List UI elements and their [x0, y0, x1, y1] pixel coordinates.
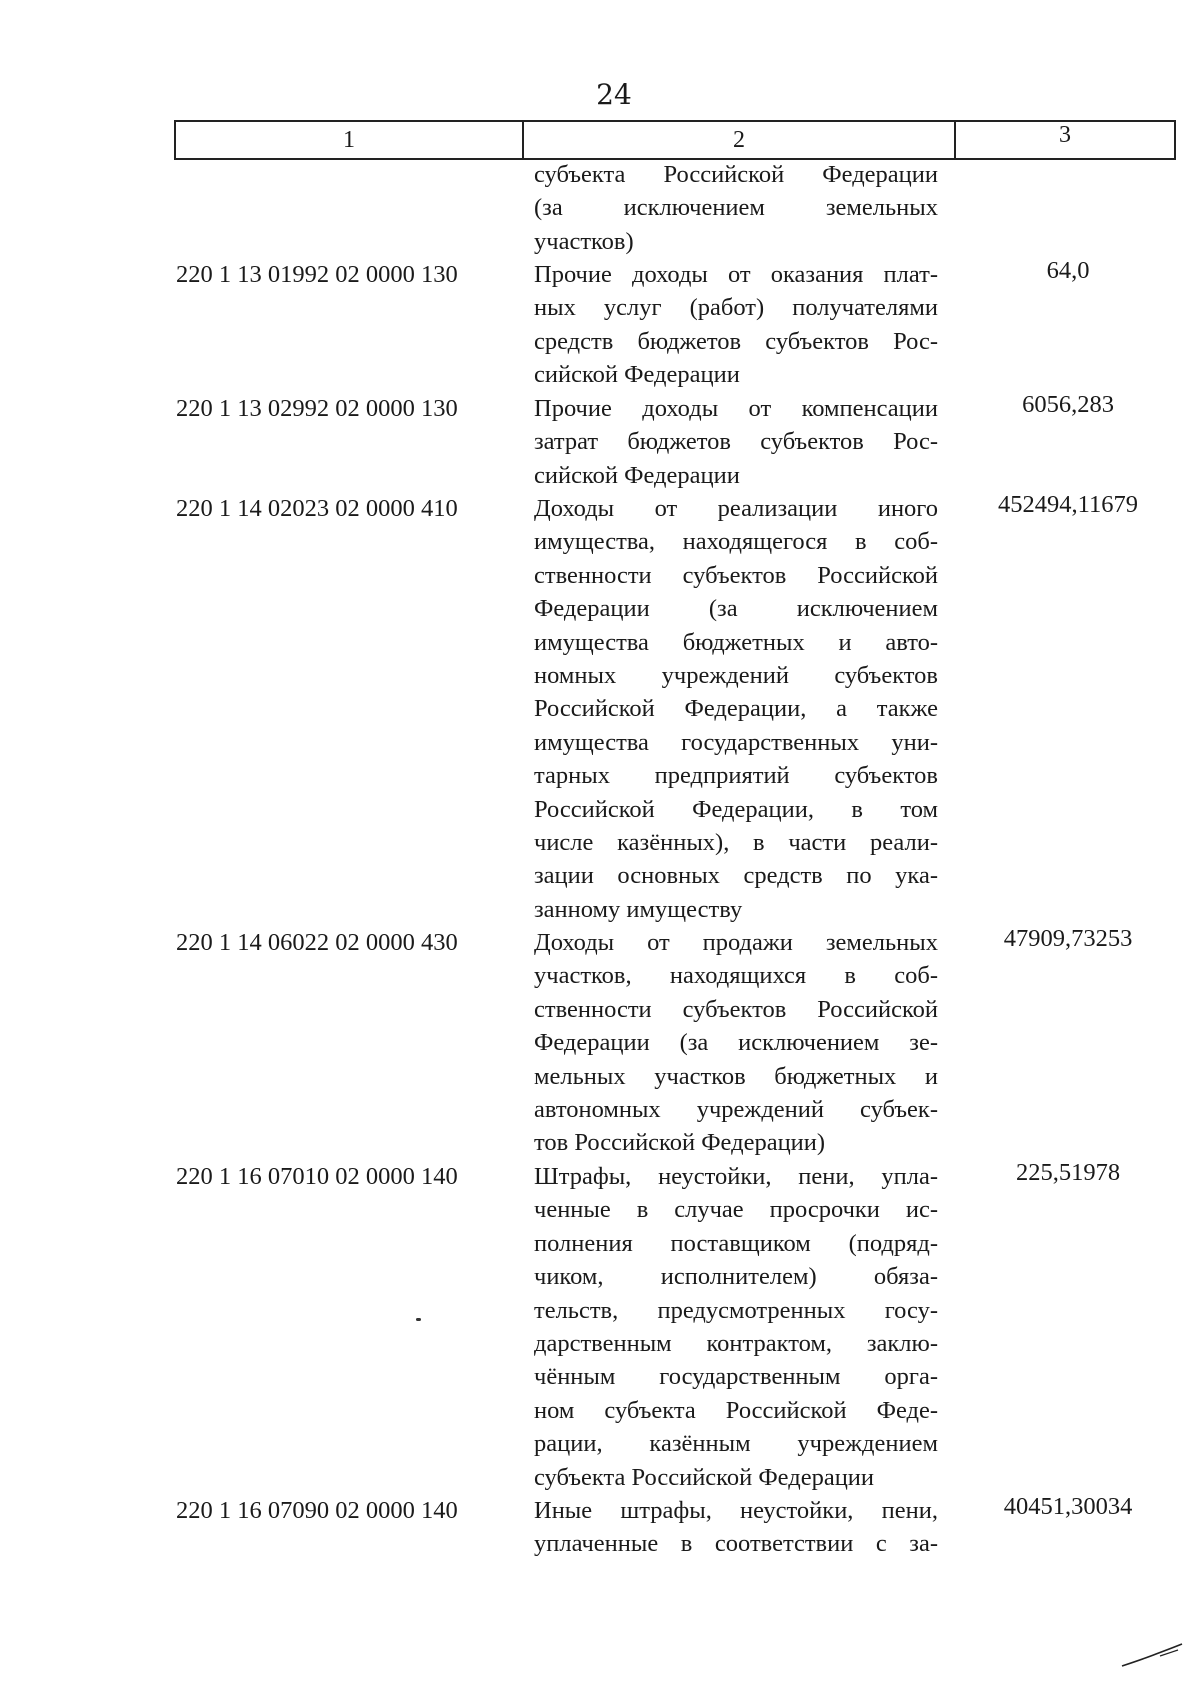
description-line: Прочие доходы от компенсации — [534, 395, 938, 422]
description-line: Федерации (за исключением зе- — [534, 1029, 938, 1057]
description-line: сийской Федерации — [534, 361, 740, 389]
description-line: тельств, предусмотренных госу- — [534, 1296, 938, 1324]
signature-mark — [1120, 1640, 1184, 1670]
description-line: автономных учреждений субъек- — [534, 1096, 938, 1124]
description-line: ном субъекта Российской Феде- — [534, 1396, 938, 1424]
row-code: 220 1 14 06022 02 0000 430 — [176, 929, 458, 956]
header-col-2: 2 — [524, 122, 956, 158]
row-amount: 452494,11679 — [998, 491, 1138, 518]
description-line: имущества государственных уни- — [534, 728, 938, 756]
row-description — [534, 492, 938, 926]
row-code: 220 1 16 07090 02 0000 140 — [176, 1497, 458, 1524]
description-line: Штрафы, неустойки, пени, упла- — [534, 1163, 938, 1190]
row-amount: 225,51978 — [1015, 1159, 1121, 1186]
description-line: субъекта Российской Федерации — [534, 1463, 875, 1491]
page-number: 24 — [596, 78, 632, 111]
row-description — [534, 926, 938, 1160]
description-line: чённым государственным орга- — [534, 1363, 938, 1391]
row-amount: 47909,73253 — [1003, 925, 1133, 952]
description-line: номных учреждений субъектов — [534, 662, 938, 690]
description-line: уплаченные в соответствии с за- — [534, 1530, 938, 1558]
continuation-line: субъекта Российской Федерации — [534, 161, 938, 188]
description-line: Иные штрафы, неустойки, пени, — [534, 1497, 938, 1524]
row-code: 220 1 14 02023 02 0000 410 — [176, 495, 458, 522]
continuation-description — [534, 158, 938, 258]
row-amount: 6056,283 — [1022, 391, 1114, 418]
description-line: ных услуг (работ) получателями — [534, 294, 938, 322]
description-line: Прочие доходы от оказания плат- — [534, 261, 938, 288]
row-description — [534, 1160, 938, 1494]
description-line: имущества бюджетных и авто- — [534, 628, 938, 656]
description-line: затрат бюджетов субъектов Рос- — [534, 428, 938, 456]
description-line: ственности субъектов Российской — [534, 995, 938, 1023]
row-amount: 64,0 — [1046, 257, 1090, 284]
description-line: ственности субъектов Российской — [534, 561, 938, 589]
description-line: рации, казённым учреждением — [534, 1430, 938, 1458]
row-amount: 40451,30034 — [1003, 1493, 1133, 1520]
description-line: Российской Федерации, в том — [534, 795, 938, 823]
table-header — [174, 120, 1176, 160]
description-line: Доходы от реализации иного — [534, 495, 938, 522]
description-line: тарных предприятий субъектов — [534, 762, 938, 790]
scan-artifact — [416, 1318, 421, 1321]
description-line: сийской Федерации — [534, 461, 740, 489]
description-line: числе казённых), в части реали- — [534, 829, 938, 857]
row-description — [534, 1494, 938, 1561]
description-line: Российской Федерации, а также — [534, 695, 938, 723]
continuation-line: (за исключением земельных — [534, 194, 938, 222]
description-line: ченные в случае просрочки ис- — [534, 1196, 938, 1224]
continuation-line: участков) — [534, 227, 634, 255]
row-description — [534, 258, 938, 392]
description-line: имущества, находящегося в соб- — [534, 528, 938, 556]
description-line: занному имуществу — [534, 895, 743, 923]
description-line: чиком, исполнителем) обяза- — [534, 1263, 938, 1291]
description-line: участков, находящихся в соб- — [534, 962, 938, 990]
description-line: Доходы от продажи земельных — [534, 929, 938, 956]
description-line: средств бюджетов субъектов Рос- — [534, 327, 938, 355]
row-code: 220 1 13 01992 02 0000 130 — [176, 261, 458, 288]
row-description — [534, 392, 938, 492]
description-line: Федерации (за исключением — [534, 595, 938, 623]
header-col-3: 3 — [1059, 122, 1071, 148]
description-line: мельных участков бюджетных и — [534, 1062, 938, 1090]
row-code: 220 1 16 07010 02 0000 140 — [176, 1163, 458, 1190]
row-code: 220 1 13 02992 02 0000 130 — [176, 395, 458, 422]
header-col-1: 1 — [176, 122, 524, 158]
description-line: полнения поставщиком (подряд- — [534, 1229, 938, 1257]
description-line: дарственным контрактом, заклю- — [534, 1330, 938, 1358]
description-line: тов Российской Федерации) — [534, 1129, 826, 1157]
description-line: зации основных средств по ука- — [534, 862, 938, 890]
